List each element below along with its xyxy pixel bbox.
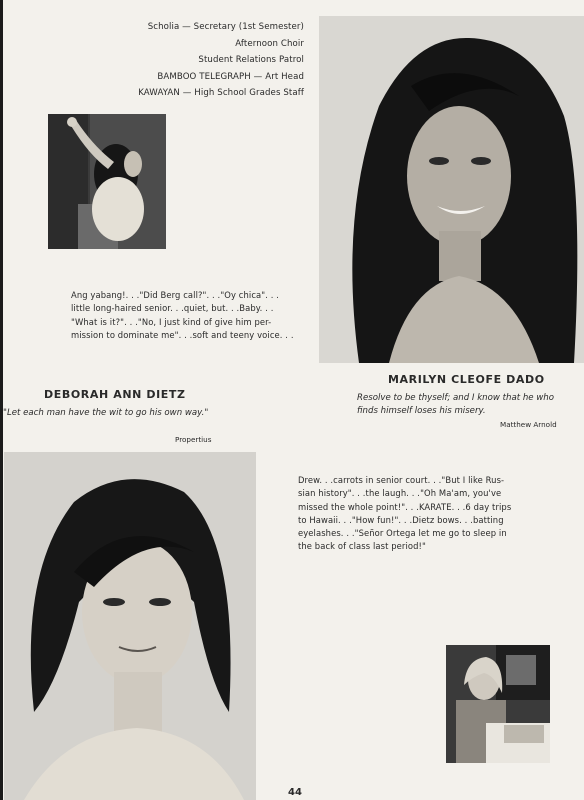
quote-line: Resolve to be thyself; and I know that he who bbox=[357, 393, 555, 403]
description-line: mission to dominate me". . .soft and teeny voice. . . bbox=[71, 329, 294, 340]
dietz-quote-attribution: Propertius bbox=[175, 435, 212, 444]
dietz-portrait-photo bbox=[4, 452, 256, 800]
description-line: missed the whole point!". . .KARATE. . .6 day trips bbox=[298, 501, 512, 512]
description-line: to Hawaii. . ."How fun!". . .Dietz bows. . .batting bbox=[298, 514, 504, 525]
dado-portrait-photo bbox=[319, 16, 584, 363]
description-line: eyelashes. . ."Señor Ortega let me go to sleep in bbox=[298, 528, 507, 539]
description-line: little long-haired senior. . .quiet, but. . .Baby. . . bbox=[71, 303, 274, 314]
dietz-description bbox=[298, 474, 511, 554]
page-binding-edge bbox=[0, 0, 3, 800]
dado-quote bbox=[357, 392, 554, 418]
description-line: sian history". . .the laugh. . ."Oh Ma'am, you've bbox=[298, 488, 502, 499]
dietz-candid-photo bbox=[446, 645, 550, 763]
dado-candid-photo bbox=[48, 114, 166, 249]
activity-item: Afternoon Choir bbox=[235, 38, 304, 49]
activity-item: BAMBOO TELEGRAPH — Art Head bbox=[157, 71, 304, 82]
dado-description bbox=[71, 289, 294, 342]
dietz-quote: "Let each man have the wit to go his own way." bbox=[3, 408, 209, 418]
activity-item: KAWAYAN — High School Grades Staff bbox=[138, 88, 304, 99]
page-number: 44 bbox=[288, 787, 302, 798]
dado-name: MARILYN CLEOFE DADO bbox=[388, 373, 545, 386]
activity-item: Scholia — Secretary (1st Semester) bbox=[147, 22, 304, 32]
dietz-name: DEBORAH ANN DIETZ bbox=[44, 388, 186, 401]
dado-activities-list bbox=[60, 19, 304, 102]
description-line: "What is it?". . ."No, I just kind of give him per- bbox=[71, 316, 272, 327]
activity-item: Student Relations Patrol bbox=[198, 55, 304, 66]
description-line: Ang yabang!. . ."Did Berg call?". . ."Oy chica". . . bbox=[71, 290, 280, 300]
description-line: the back of class last period!" bbox=[298, 541, 426, 552]
dado-quote-attribution: Matthew Arnold bbox=[500, 420, 557, 429]
description-line: Drew. . .carrots in senior court. . ."But I like Rus- bbox=[298, 475, 505, 485]
quote-line: finds himself loses his misery. bbox=[357, 406, 486, 416]
